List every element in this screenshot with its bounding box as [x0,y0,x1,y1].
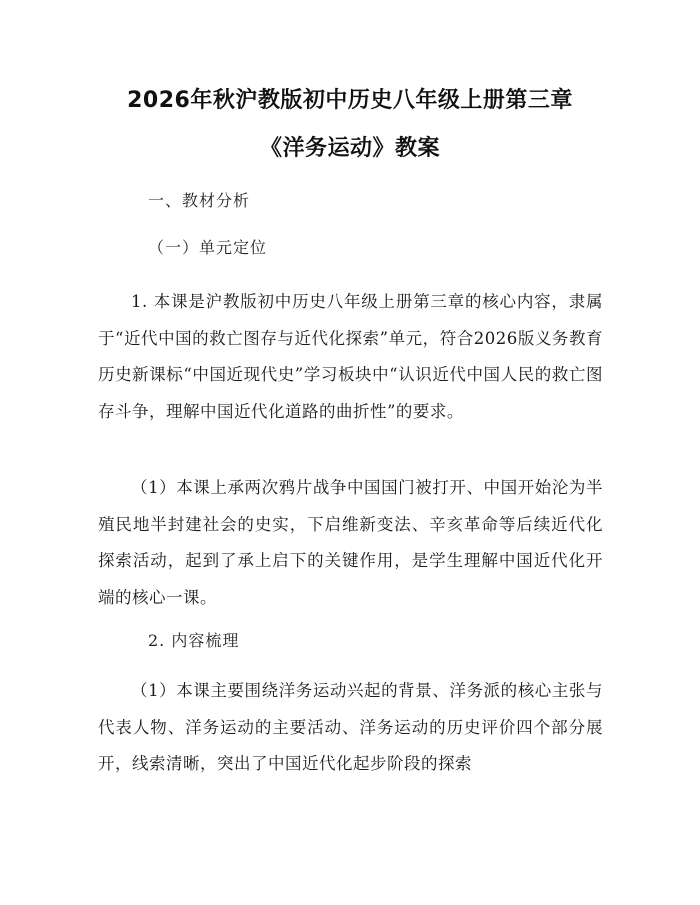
paragraph-transitional-role: （1）本课上承两次鸦片战争中国国门被打开、中国开始沦为半殖民地半封建社会的史实，下启维新变法、辛亥革命等后续近代化探索活动，起到了承上启下的关键作用，是学生理解中国近代化开端的核心一课。 [98,478,603,607]
subsection-heading-unit-positioning: （一）单元定位 [148,238,268,257]
item-heading-content-outline: 2. 内容梳理 [148,631,240,650]
section-heading-textbook-analysis: 一、教材分析 [148,191,251,210]
document-title-line-1: 2026年秋沪教版初中历史八年级上册第三章 [127,88,573,113]
paragraph-content-outline: （1）本课主要围绕洋务运动兴起的背景、洋务派的核心主张与代表人物、洋务运动的主要活动、洋务运动的历史评价四个部分展开，线索清晰，突出了中国近代化起步阶段的探索 [98,681,603,773]
paragraph-course-positioning: 1. 本课是沪教版初中历史八年级上册第三章的核心内容，隶属于“近代中国的救亡图存与近代化探索”单元，符合2026版义务教育历史新课标“中国近现代史”学习板块中“认识近代中国人民的救亡图存斗争，理解中国近代化道路的曲折性”的要求。 [98,292,603,421]
document-title-line-2: 《洋务运动》教案 [259,136,440,161]
